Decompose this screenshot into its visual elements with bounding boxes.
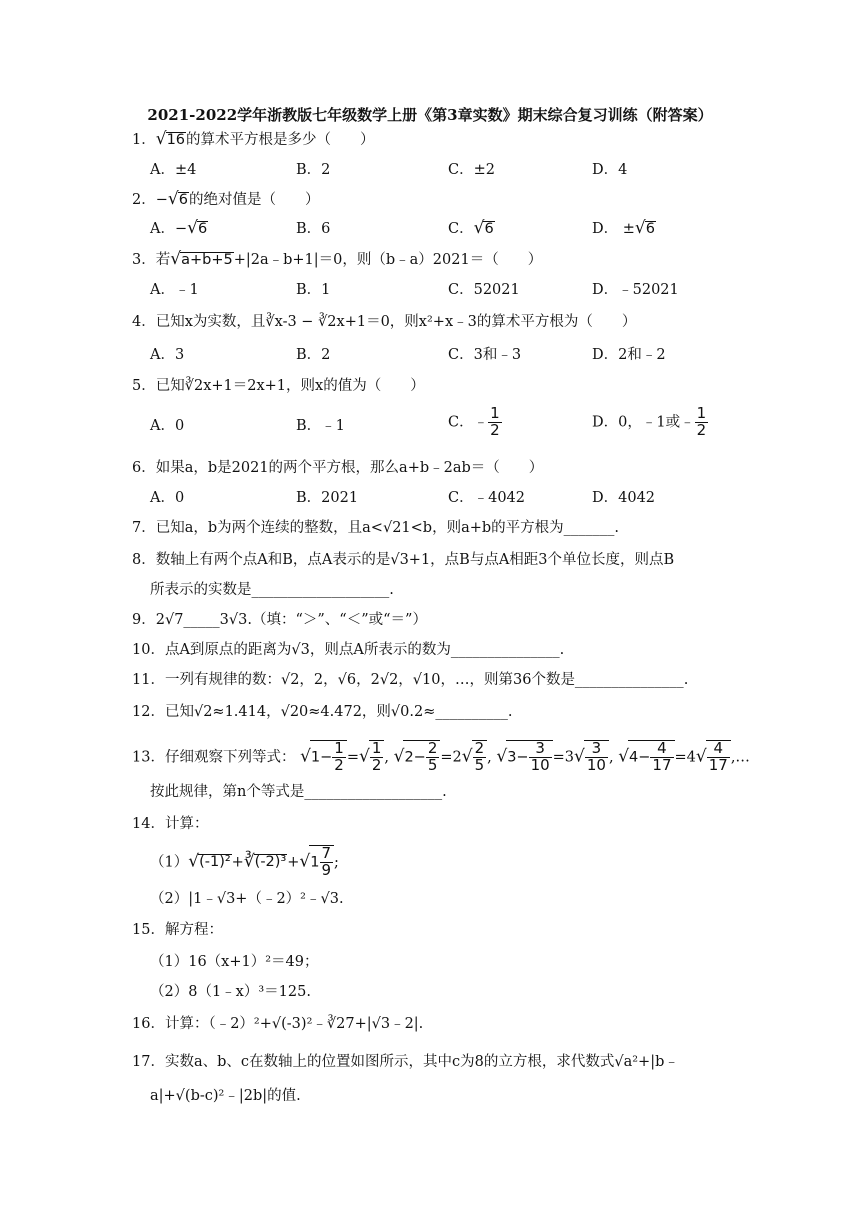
question-16: 16．计算：（﹣2）²+√(-3)²﹣∛27+|√3﹣2|. — [132, 1016, 424, 1032]
question-4: 4．已知x为实数，且∛x-3 − ∛2x+1＝0，则x²+x﹣3的算术平方根为（ ） — [132, 314, 637, 330]
q3-option-c: C．52021 — [448, 282, 520, 298]
q2-option-d: D． ±√6 — [592, 218, 655, 238]
question-12: 12．已知√2≈1.414，√20≈4.472，则√0.2≈__________. — [132, 704, 513, 720]
question-10: 10．点A到原点的距离为√3，则点A所表示的数为_______________. — [132, 642, 565, 658]
q2-option-b: B．6 — [296, 221, 331, 237]
question-14-part-1: （1）√(-1)²+∛(-2)³+√1 $\frac{7}{9}$ ; — [150, 844, 339, 879]
q6-option-c: C．﹣4042 — [448, 490, 525, 506]
question-1: 1．√16的算术平方根是多少（ ） — [132, 129, 375, 149]
q6-option-a: A．0 — [150, 490, 185, 506]
q2-option-a: A．−√6 — [150, 218, 208, 238]
q3-option-d: D．﹣52021 — [592, 282, 679, 298]
q5-option-c: C．﹣ $\frac{1}{2}$ — [448, 404, 500, 439]
question-17-cont: a|+√(b-c)²﹣|2b|的值. — [150, 1088, 301, 1104]
question-15-part-2: （2）8（1﹣x）³＝125. — [150, 984, 311, 1000]
q5-option-b: B．﹣1 — [296, 418, 345, 434]
q6-option-d: D．4042 — [592, 490, 656, 506]
q2-option-c: C．√6 — [448, 218, 494, 238]
question-17: 17．实数a、b、c在数轴上的位置如图所示，其中c为8的立方根，求代数式√a²+|b﹣ — [132, 1054, 679, 1070]
q5-option-a: A．0 — [150, 418, 185, 434]
q1-option-b: B．2 — [296, 162, 331, 178]
question-13-cont: 按此规律，第n个等式是___________________. — [150, 784, 447, 800]
question-9: 9．2√7_____3√3.（填：“＞”、“＜”或“＝”） — [132, 612, 427, 628]
q4-option-a: A．3 — [150, 347, 185, 363]
question-5: 5．已知∛2x+1＝2x+1，则x的值为（ ） — [132, 378, 425, 394]
question-14-part-2: （2）|1﹣√3+（﹣2）²﹣√3. — [150, 891, 344, 907]
question-15-part-1: （1）16（x+1）²＝49； — [150, 954, 319, 970]
q1-option-a: A．±4 — [150, 162, 197, 178]
q6-option-b: B．2021 — [296, 490, 359, 506]
question-6: 6．如果a，b是2021的两个平方根，那么a+b﹣2ab＝（ ） — [132, 460, 544, 476]
question-8: 8．数轴上有两个点A和B，点A表示的是√3+1，点B与点A相距3个单位长度，则点B — [132, 552, 675, 568]
question-3: 3．若√a+b+5+|2a﹣b+1|＝0，则（b﹣a）2021＝（ ） — [132, 249, 543, 269]
question-15: 15．解方程： — [132, 922, 223, 938]
question-2: 2．−√6的绝对值是（ ） — [132, 189, 320, 209]
question-14: 14．计算： — [132, 816, 209, 832]
question-13: 13．仔细观察下列等式： √1− $\frac{1}{2}$ =√ $\frac{1}{2}$ , √2− $\frac{2}{5}$ =2√ $\frac{2}{5}$ , √3− $\frac{3}{10}$ =3√ $\frac{3}{10}$ , √4− $\frac{4}{17}$ =4√ $\frac{4}{17}$ ,… — [132, 739, 750, 774]
q3-option-a: A．﹣1 — [150, 282, 199, 298]
question-8-cont: 所表示的实数是___________________. — [150, 582, 394, 598]
q1-option-c: C．±2 — [448, 162, 495, 178]
q4-option-d: D．2和﹣2 — [592, 347, 666, 363]
page-title: 2021-2022学年浙教版七年级数学上册《第3章实数》期末综合复习训练（附答案） — [147, 106, 713, 124]
question-11: 11．一列有规律的数：√2，2，√6，2√2，√10，…，则第36个数是_______________. — [132, 672, 689, 688]
question-7: 7．已知a，b为两个连续的整数，且a<√21<b，则a+b的平方根为_______. — [132, 520, 620, 536]
q1-option-d: D．4 — [592, 162, 628, 178]
q4-option-b: B．2 — [296, 347, 331, 363]
q4-option-c: C．3和﹣3 — [448, 347, 522, 363]
q3-option-b: B．1 — [296, 282, 331, 298]
q5-option-d: D．0，﹣1或﹣ $\frac{1}{2}$ — [592, 404, 707, 439]
